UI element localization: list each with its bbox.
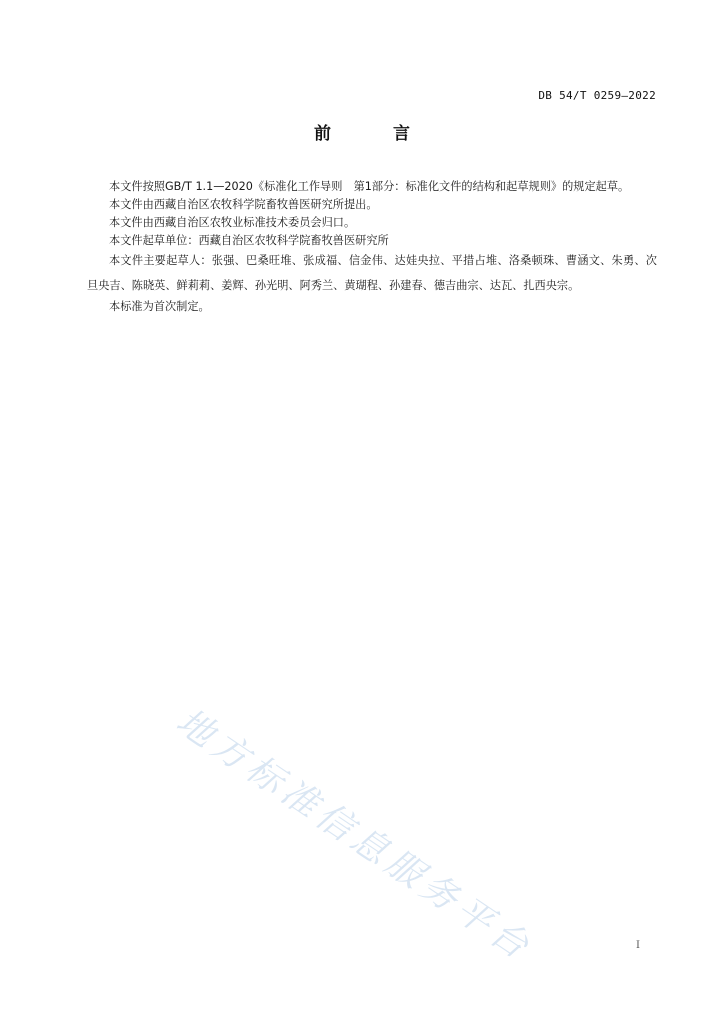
document-code: DB 54/T 0259—2022: [538, 89, 656, 102]
foreword-body: [87, 178, 657, 316]
page-number: I: [636, 940, 640, 951]
paragraph-drafting-rules: 本文件按照GB/T 1.1—2020《标准化工作导则 第1部分：标准化文件的结构和起草规则》的规定起草。: [109, 180, 630, 193]
paragraph-drafting-unit: 本文件起草单位：西藏自治区农牧科学院畜牧兽医研究所: [109, 234, 389, 247]
foreword-heading: 前 言: [314, 124, 438, 144]
paragraph-proposer: 本文件由西藏自治区农牧科学院畜牧兽医研究所提出。: [109, 198, 378, 211]
paragraph-drafters: 本文件主要起草人：张强、巴桑旺堆、张成福、信金伟、达娃央拉、平措占堆、洛桑顿珠、曹涵文、朱勇、次旦央吉、陈晓英、鲜莉莉、姜辉、孙光明、阿秀兰、黄瑚程、孙建春、德吉曲宗、达瓦、扎西央宗。: [87, 254, 657, 292]
paragraph-administrator: 本文件由西藏自治区农牧业标准技术委员会归口。: [109, 216, 356, 229]
watermark-text: 地方标准信息服务平台: [168, 700, 540, 970]
paragraph-first-edition: 本标准为首次制定。: [109, 300, 210, 313]
